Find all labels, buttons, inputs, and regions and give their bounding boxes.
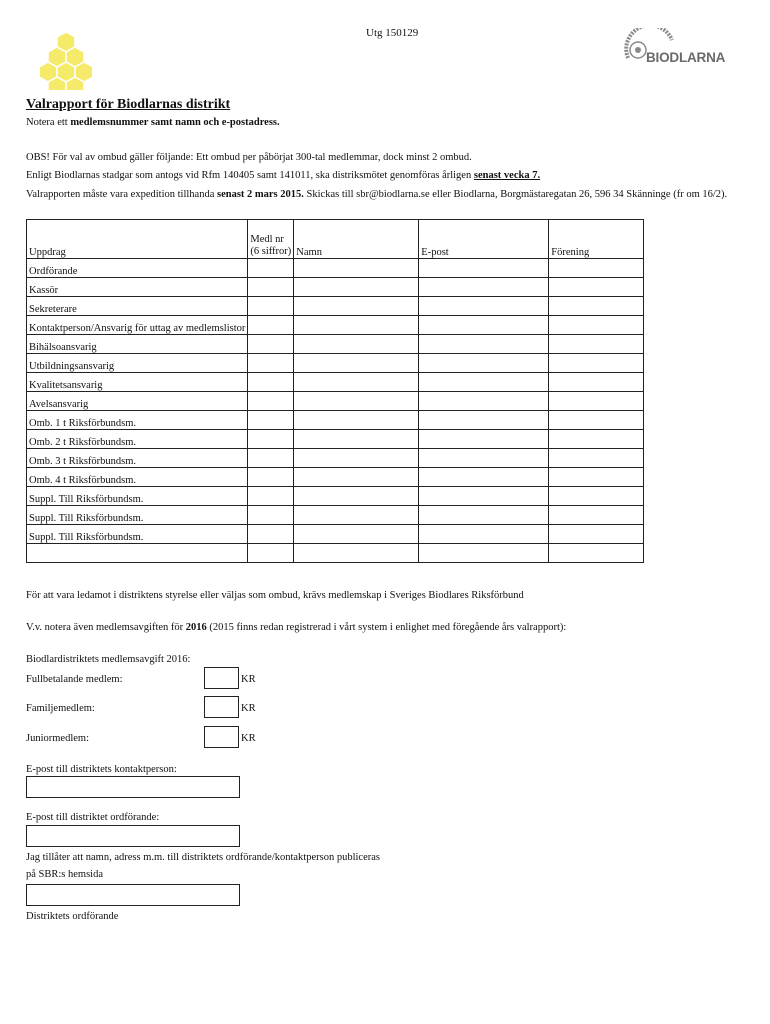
junior-field[interactable] [204,726,239,748]
epost-ordf-field[interactable] [26,825,240,847]
uppdrag-cell [27,544,248,563]
familj-field[interactable] [204,696,239,718]
fullbetalande-currency: KR [241,674,256,685]
document-code: Utg 150129 [366,27,419,39]
junior-label: Juniormedlem: [26,733,89,744]
uppdrag-cell: Suppl. Till Riksförbundsm. [27,525,248,544]
obs-line: OBS! För val av ombud gäller följande: Ett ombud per påbörjat 300-tal medlemmar, dock minst 2 ombud. [26,152,472,163]
table-row [27,411,644,430]
uppdrag-cell: Utbildningsansvarig [27,354,248,373]
deadline-suffix: Skickas till sbr@biodlarna.se eller Biodlarna, Borgmästaregatan 26, 596 34 Skänninge (fr om 16/2). [303,189,728,200]
header-epost: E-post [419,220,549,259]
note-prefix: Notera ett [26,117,71,128]
uppdrag-cell: Omb. 3 t Riksförbundsm. [27,449,248,468]
namn-cell[interactable] [294,525,419,544]
medl-nr-cell[interactable] [248,259,294,278]
namn-cell[interactable] [294,373,419,392]
uppdrag-cell: Sekreterare [27,297,248,316]
epost-kontakt-label: E-post till distriktets kontaktperson: [26,764,177,775]
namn-cell[interactable] [294,544,419,563]
uppdrag-cell: Kvalitetsansvarig [27,373,248,392]
epost-cell[interactable] [419,525,549,544]
forening-cell[interactable] [549,392,644,411]
table-row [27,259,644,278]
signatur-label: Distriktets ordförande [26,911,119,922]
namn-cell[interactable] [294,430,419,449]
uppdrag-cell: Kassör [27,278,248,297]
ledamot-note: För att vara ledamot i distriktens styrelse eller väljas som ombud, krävs medlemskap i Sveriges Biodlares Riksförbund [26,590,524,601]
epost-cell[interactable] [419,411,549,430]
roles-body [27,259,644,563]
avgift-note-year: 2016 [185,622,207,633]
junior-currency: KR [241,733,256,744]
table-row [27,392,644,411]
table-row [27,373,644,392]
uppdrag-cell: Omb. 2 t Riksförbundsm. [27,430,248,449]
table-row [27,449,644,468]
forening-cell[interactable] [549,506,644,525]
namn-cell[interactable] [294,297,419,316]
epost-cell[interactable] [419,316,549,335]
forening-cell[interactable] [549,544,644,563]
medl-nr-cell[interactable] [248,468,294,487]
stadgar-line [26,170,540,181]
header-namn: Namn [294,220,419,259]
avgift-heading: Biodlardistriktets medlemsavgift 2016: [26,654,191,665]
uppdrag-cell: Kontaktperson/Ansvarig för uttag av medlemslistor [27,316,248,335]
medl-nr-cell[interactable] [248,430,294,449]
medl-nr-cell[interactable] [248,316,294,335]
logo-text: BIODLARNA [646,50,726,65]
epost-cell[interactable] [419,430,549,449]
uppdrag-cell: Suppl. Till Riksförbundsm. [27,506,248,525]
avgift-note-suffix: (2015 finns redan registrerad i vårt system i enlighet med föregående års valrapport): [206,622,567,633]
stadgar-prefix: Enligt Biodlarnas stadgar som antogs vid Rfm 140405 samt 141011, ska distriksmötet genomföras årligen [26,170,474,181]
table-row [27,354,644,373]
publicering-line1: Jag tillåter att namn, adress m.m. till distriktets ordförande/kontaktperson publiceras [26,852,380,863]
forening-cell[interactable] [549,468,644,487]
uppdrag-cell: Omb. 4 t Riksförbundsm. [27,468,248,487]
familj-label: Familjemedlem: [26,703,95,714]
table-row [27,297,644,316]
medl-nr-cell[interactable] [248,487,294,506]
table-row [27,544,644,563]
publicering-field[interactable] [26,884,240,906]
namn-cell[interactable] [294,449,419,468]
epost-cell[interactable] [419,506,549,525]
forening-cell[interactable] [549,297,644,316]
medl-nr-cell[interactable] [248,335,294,354]
namn-cell[interactable] [294,278,419,297]
medl-nr-cell[interactable] [248,525,294,544]
namn-cell[interactable] [294,259,419,278]
fullbetalande-label: Fullbetalande medlem: [26,674,123,685]
fullbetalande-field[interactable] [204,667,239,689]
epost-cell[interactable] [419,468,549,487]
table-header-row [27,220,644,259]
forening-cell[interactable] [549,354,644,373]
table-row [27,335,644,354]
header-medl-nr [248,220,294,259]
medl-nr-cell[interactable] [248,411,294,430]
medl-nr-cell[interactable] [248,297,294,316]
table-row [27,468,644,487]
page-title: Valrapport för Biodlarnas distrikt [26,97,231,112]
forening-cell[interactable] [549,373,644,392]
table-row [27,278,644,297]
epost-cell[interactable] [419,297,549,316]
table-row [27,506,644,525]
namn-cell[interactable] [294,392,419,411]
medl-nr-cell[interactable] [248,373,294,392]
deadline-date: senast 2 mars 2015. [216,189,304,200]
epost-cell[interactable] [419,487,549,506]
namn-cell[interactable] [294,316,419,335]
note-bold: medlemsnummer samt namn och e-postadress. [70,117,280,128]
epost-kontakt-field[interactable] [26,776,240,798]
epost-cell[interactable] [419,373,549,392]
forening-cell[interactable] [549,487,644,506]
table-row [27,316,644,335]
honeycomb-logo-icon [40,30,92,90]
header-uppdrag: Uppdrag [27,220,248,259]
header-forening: Förening [549,220,644,259]
table-row [27,430,644,449]
uppdrag-cell: Avelsansvarig [27,392,248,411]
epost-cell[interactable] [419,335,549,354]
forening-cell[interactable] [549,430,644,449]
namn-cell[interactable] [294,468,419,487]
medl-nr-cell[interactable] [248,449,294,468]
forening-cell[interactable] [549,316,644,335]
table-row [27,487,644,506]
namn-cell[interactable] [294,411,419,430]
medl-nr-cell[interactable] [248,544,294,563]
epost-cell[interactable] [419,354,549,373]
namn-cell[interactable] [294,354,419,373]
forening-cell[interactable] [549,411,644,430]
header-medl-line2: (6 siffror) [250,246,292,257]
deadline-line [26,189,727,200]
forening-cell[interactable] [549,259,644,278]
deadline-prefix: Valrapporten måste vara expedition tillhanda [26,189,217,200]
namn-cell[interactable] [294,335,419,354]
avgift-note [26,622,566,633]
header-medl-line1: Medl nr [250,234,284,245]
epost-cell[interactable] [419,449,549,468]
note-line [26,117,280,128]
forening-cell[interactable] [549,335,644,354]
familj-currency: KR [241,703,256,714]
uppdrag-cell: Omb. 1 t Riksförbundsm. [27,411,248,430]
forening-cell[interactable] [549,449,644,468]
uppdrag-cell: Ordförande [27,259,248,278]
table-row [27,525,644,544]
uppdrag-cell: Suppl. Till Riksförbundsm. [27,487,248,506]
medl-nr-cell[interactable] [248,354,294,373]
uppdrag-cell: Bihälsoansvarig [27,335,248,354]
namn-cell[interactable] [294,487,419,506]
roles-table [26,219,644,563]
stadgar-deadline: senast vecka 7. [473,170,541,181]
epost-cell[interactable] [419,544,549,563]
namn-cell[interactable] [294,506,419,525]
avgift-note-prefix: V.v. notera även medlemsavgiften för [26,622,186,633]
biodlarna-logo [624,28,726,74]
epost-cell[interactable] [419,259,549,278]
medl-nr-cell[interactable] [248,392,294,411]
epost-ordf-label: E-post till distriktet ordförande: [26,812,160,823]
epost-cell[interactable] [419,278,549,297]
forening-cell[interactable] [549,278,644,297]
publicering-line2: på SBR:s hemsida [26,869,104,880]
forening-cell[interactable] [549,525,644,544]
epost-cell[interactable] [419,392,549,411]
medl-nr-cell[interactable] [248,506,294,525]
medl-nr-cell[interactable] [248,278,294,297]
